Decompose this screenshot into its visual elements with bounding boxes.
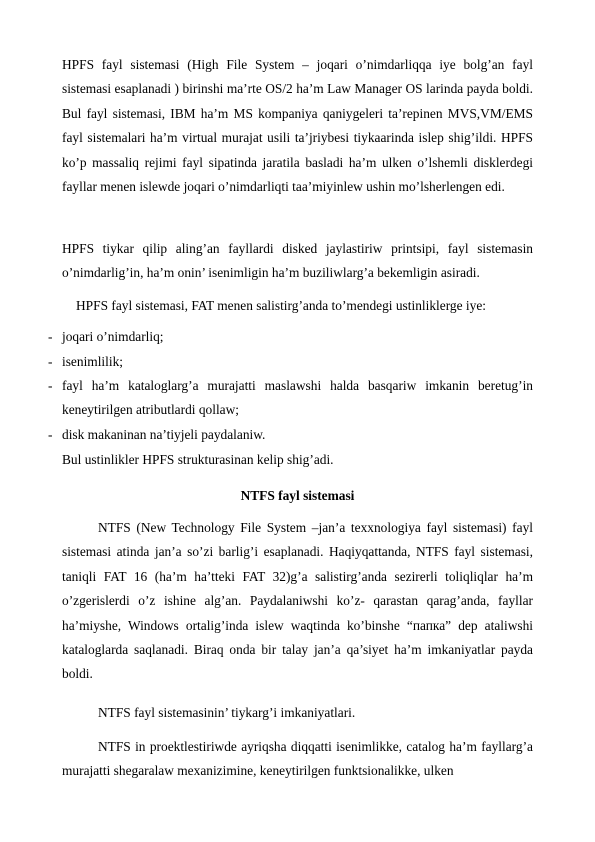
paragraph-ntfs-intro: NTFS (New Technology File System –jan’a texxnologiya fayl sistemasi) fayl sistemasi atinda jan’a so’zi barlig’i esaplanadi. Haqiyqattanda, NTFS fayl sistemasi, taniqli FAT 16 (ha’m ha’tteki FAT 32)g’a salistirg’anda sezirerli toliqliqlar ha’m o’zgerislerdi o’z ishine alg’an. Paydalaniwshi ko’z- qarastan qarag’anda, fayllar ha’miyshe, Windows ortalig’inda islew waqtinda ko’binshe “папка” dep ataliwshi kataloglarda saqlanadi. Biraq onda bir talay jan’a qa’siyet ha’m imkaniyatlar payda boldi. [62,520,533,682]
bullet-text: joqari o’nimdarliq; [62,329,164,344]
section-heading: NTFS fayl sistemasi [240,488,355,503]
paragraph-hpfs-summary: Bul ustinlikler HPFS strukturasinan kelip shig’adi. [62,452,334,467]
bullet-dash: - [48,427,53,442]
paragraph-hpfs-intro: HPFS fayl sistemasi (High File System – joqari o’nimdarliqqa iye bolg’an fayl sistemasi esaplanadi ) birinshi ma’rte OS/2 ha’m Law Manager OS larinda payda boldi. Bul fayl sistemasi, IBM ha’m MS kompaniya qaniygeleri ta’repinen MVS,VM/EMS fayl sistemalari ha’m virtual murajat usili ta’jriybesi tiykaarinda islep shig’ildi. HPFS ko’p massaliq rejimi fayl sipatinda jaratila basladi ha’m ulken o’lshemli disklerdegi fayllar menen islewde joqari o’nimdarliqti taa’miyinlew ushin mo’lsherlengen edi. [62,57,533,195]
paragraph-hpfs-advantages: HPFS fayl sistemasi, FAT menen salistirg’anda to’mendegi ustinliklerge iye: [76,298,486,313]
bullet-text: disk makaninan na’tiyjeli paydalaniw. [62,427,266,442]
paragraph-ntfs-capabilities: NTFS fayl sistemasinin’ tiykarg’i imkaniyatlari. [98,705,356,720]
bullet-dash: - [48,329,53,344]
paragraph-hpfs-reliability: HPFS tiykar qilip aling’an fayllardi disked jaylastiriw printsipi, fayl sistemasin o’nimdarlig’in, ha’m onin’ isenimligin ha’m buziliwlarg’a bekemligin asiradi. [62,241,533,281]
bullet-dash: - [48,354,53,369]
bullet-text: isenimlilik; [62,354,124,369]
bullet-text: fayl ha’m kataloglarg’a murajatti maslawshi halda basqariw imkanin beretug’in keneytirilgen atributlardi qollaw; [62,378,533,418]
bullet-dash: - [48,378,53,393]
paragraph-ntfs-design: NTFS in proektlestiriwde ayriqsha diqqatti isenimlikke, catalog ha’m fayllarg’a murajatti shegaralaw mexanizimine, keneytirilgen funktsionalikke, ulken [62,739,533,779]
